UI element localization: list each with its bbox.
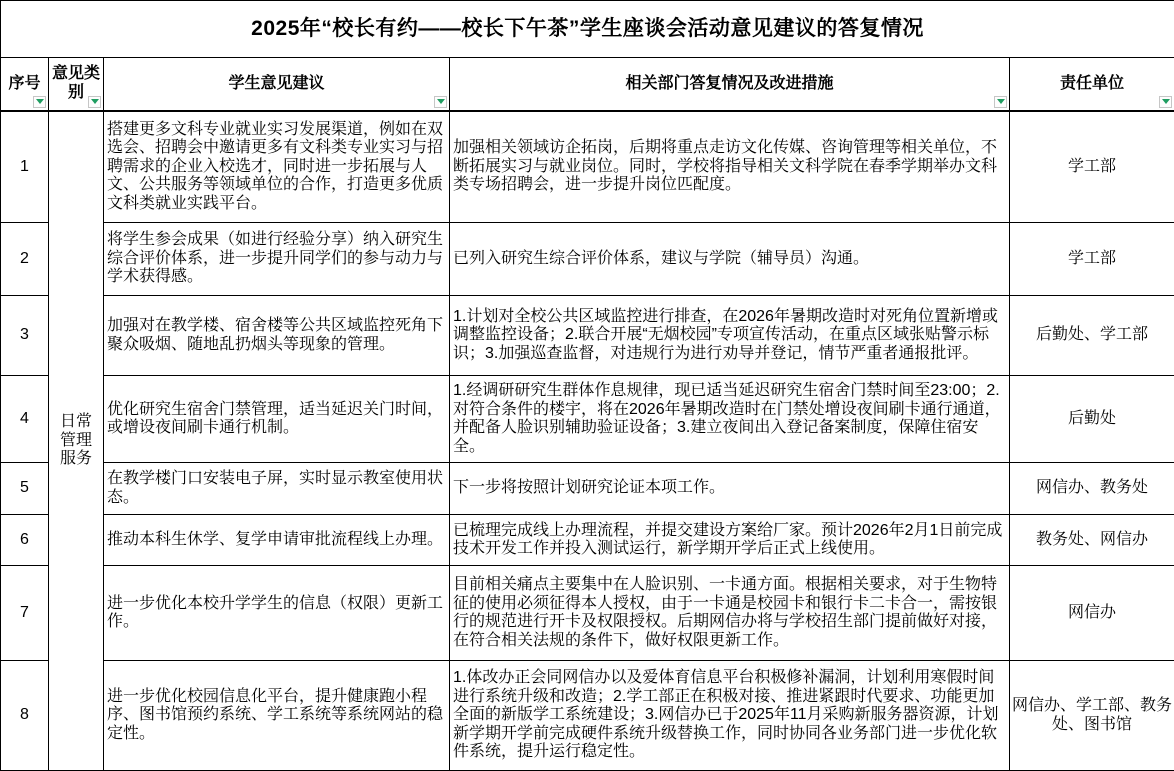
filter-dropdown-icon	[437, 99, 445, 104]
table-row	[1, 223, 1174, 296]
title-row	[1, 1, 1174, 58]
cell-suggestion: 加强对在教学楼、宿舍楼等公共区域监控死角下聚众吸烟、随地乱扔烟头等现象的管理。	[104, 296, 450, 376]
cell-category: 日常管理服务	[49, 111, 104, 771]
col-header-seq	[1, 58, 49, 111]
cell-response: 1.体改办正会同网信办以及爱体育信息平台积极修补漏洞，计划利用寒假时间进行系统升级和改造；2.学工部正在积极对接、推进紧跟时代要求、功能更加全面的新版学工系统建设；3.网信办已于2025年11月采购新服务器资源，计划新学期开学前完成硬件系统升级替换工作，同时协同各业务部门进一步优化软件系统，提升运行稳定性。	[450, 661, 1010, 771]
table-row	[1, 111, 1174, 223]
table-row	[1, 515, 1174, 566]
filter-button-category[interactable]	[88, 96, 101, 108]
cell-response: 已梳理完成线上办理流程，并提交建设方案给厂家。预计2026年2月1日前完成技术开发工作并投入测试运行，新学期开学后正式上线使用。	[450, 515, 1010, 566]
cell-seq: 5	[1, 463, 49, 515]
cell-unit: 后勤处	[1010, 376, 1174, 463]
col-header-category-label: 意见类别	[52, 65, 100, 101]
filter-dropdown-icon	[1162, 99, 1170, 104]
cell-response: 加强相关领域访企拓岗，后期将重点走访文化传媒、咨询管理等相关单位，不断拓展实习与就业岗位。同时，学校将指导相关文科学院在春季学期举办文科类专场招聘会，进一步提升岗位匹配度。	[450, 111, 1010, 223]
cell-unit: 学工部	[1010, 223, 1174, 296]
cell-unit: 网信办、学工部、教务处、图书馆	[1010, 661, 1174, 771]
cell-unit: 后勤处、学工部	[1010, 296, 1174, 376]
cell-seq: 2	[1, 223, 49, 296]
filter-button-suggestion[interactable]	[434, 96, 447, 108]
header-row	[1, 58, 1174, 111]
cell-suggestion: 将学生参会成果（如进行经验分享）纳入研究生综合评价体系，进一步提升同学们的参与动力与学术获得感。	[104, 223, 450, 296]
cell-response: 1.计划对全校公共区域监控进行排查，在2026年暑期改造时对死角位置新增或调整监控设备；2.联合开展“无烟校园”专项宣传活动，在重点区域张贴警示标识；3.加强巡查监督，对违规行为进行劝导并登记，情节严重者通报批评。	[450, 296, 1010, 376]
table-row	[1, 566, 1174, 661]
table-row	[1, 296, 1174, 376]
col-header-unit	[1010, 58, 1174, 111]
cell-unit: 学工部	[1010, 111, 1174, 223]
cell-response: 1.经调研研究生群体作息规律，现已适当延迟研究生宿舍门禁时间至23:00；2.对符合条件的楼宇，将在2026年暑期改造时在门禁处增设夜间刷卡通行通道，并配备人脸识别辅助验证设备；3.建立夜间出入登记备案制度，保障住宿安全。	[450, 376, 1010, 463]
cell-unit: 网信办、教务处	[1010, 463, 1174, 515]
table-row	[1, 376, 1174, 463]
cell-suggestion: 搭建更多文科专业就业实习发展渠道，例如在双选会、招聘会中邀请更多有文科类专业实习与招聘需求的企业入校选才，同时进一步拓展与人文、公共服务等领域单位的合作，打造更多优质文科类就业实践平台。	[104, 111, 450, 223]
cell-seq: 8	[1, 661, 49, 771]
cell-suggestion: 在教学楼门口安装电子屏，实时显示教室使用状态。	[104, 463, 450, 515]
cell-unit: 网信办	[1010, 566, 1174, 661]
table-row	[1, 463, 1174, 515]
filter-dropdown-icon	[36, 99, 44, 104]
filter-button-unit[interactable]	[1159, 96, 1172, 108]
filter-button-response[interactable]	[994, 96, 1007, 108]
cell-unit: 教务处、网信办	[1010, 515, 1174, 566]
col-header-response	[450, 58, 1010, 111]
cell-seq: 7	[1, 566, 49, 661]
cell-suggestion: 进一步优化本校升学学生的信息（权限）更新工作。	[104, 566, 450, 661]
table-row	[1, 661, 1174, 771]
cell-seq: 1	[1, 111, 49, 223]
cell-response: 目前相关痛点主要集中在人脸识别、一卡通方面。根据相关要求，对于生物特征的使用必须征得本人授权，由于一卡通是校园卡和银行卡二卡合一，需按银行的规范进行开卡及权限授权。后期网信办将与学校招生部门提前做好对接，在符合相关法规的条件下，做好权限更新工作。	[450, 566, 1010, 661]
col-header-category	[49, 58, 104, 111]
col-header-suggestion-label: 学生意见建议	[228, 75, 324, 92]
cell-seq: 4	[1, 376, 49, 463]
col-header-suggestion	[104, 58, 450, 111]
cell-suggestion: 优化研究生宿舍门禁管理，适当延迟关门时间，或增设夜间刷卡通行机制。	[104, 376, 450, 463]
col-header-response-label: 相关部门答复情况及改进措施	[625, 75, 833, 92]
col-header-seq-label: 序号	[8, 75, 40, 92]
cell-suggestion: 推动本科生休学、复学申请审批流程线上办理。	[104, 515, 450, 566]
page-title: 2025年“校长有约——校长下午茶”学生座谈会活动意见建议的答复情况	[1, 1, 1174, 58]
filter-button-seq[interactable]	[33, 96, 46, 108]
col-header-unit-label: 责任单位	[1060, 75, 1124, 92]
cell-seq: 6	[1, 515, 49, 566]
cell-response: 已列入研究生综合评价体系，建议与学院（辅导员）沟通。	[450, 223, 1010, 296]
cell-seq: 3	[1, 296, 49, 376]
cell-suggestion: 进一步优化校园信息化平台，提升健康跑小程序、图书馆预约系统、学工系统等系统网站的稳定性。	[104, 661, 450, 771]
filter-dropdown-icon	[91, 99, 99, 104]
filter-dropdown-icon	[997, 99, 1005, 104]
cell-response: 下一步将按照计划研究论证本项工作。	[450, 463, 1010, 515]
